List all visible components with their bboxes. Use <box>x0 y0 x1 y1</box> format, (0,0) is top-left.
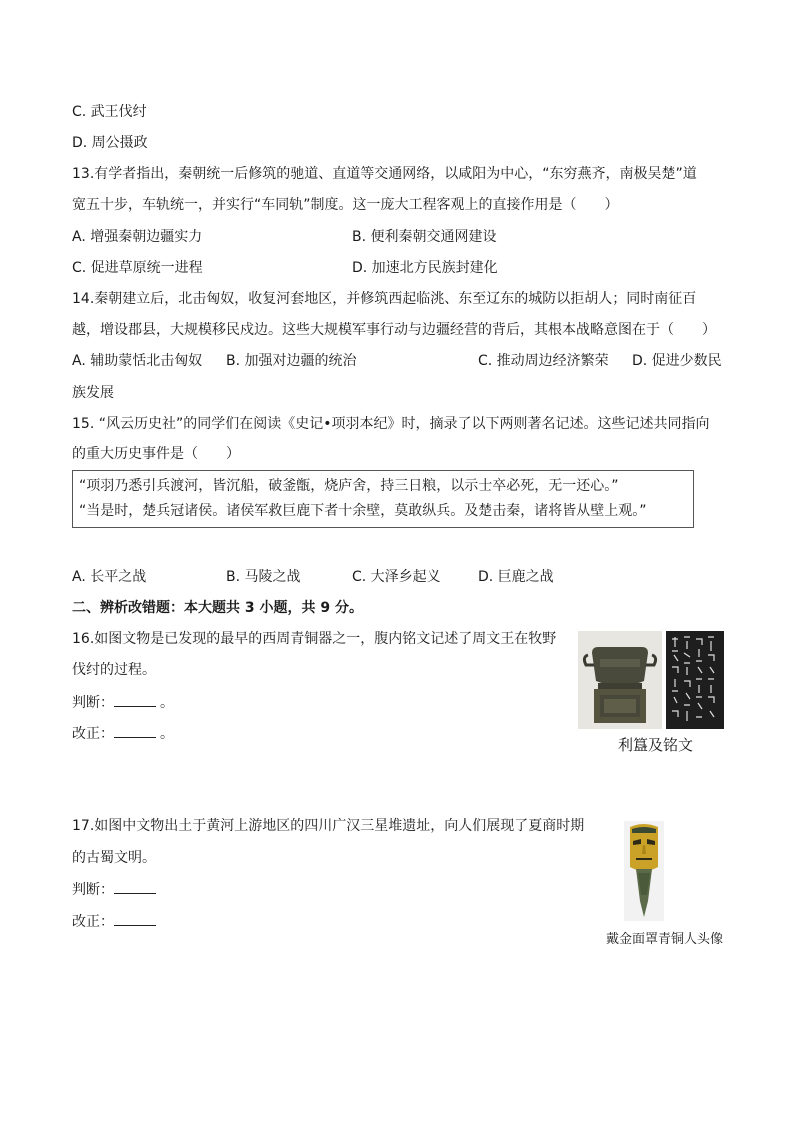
q16-fix-label: 改正： <box>72 726 114 742</box>
q17-judge-row <box>72 879 156 900</box>
q14-option-b: B. 加强对边疆的统治 <box>226 353 357 369</box>
q14-option-d-cont: 族发展 <box>72 385 114 401</box>
ligui-image <box>578 631 724 729</box>
q17-judge-blank[interactable] <box>114 879 156 894</box>
q15-option-a: A. 长平之战 <box>72 569 147 585</box>
q16-stem-line1: 16.如图文物是已发现的最早的西周青铜器之一，腹内铭文记述了周文王在牧野 <box>72 631 557 647</box>
q13-option-b: B. 便利秦朝交通网建设 <box>352 229 497 245</box>
q16-fix-blank[interactable] <box>114 723 156 738</box>
q16-stem-line2: 伐纣的过程。 <box>72 662 156 678</box>
q17-stem-line2: 的古蜀文明。 <box>72 850 156 866</box>
q15-stem-line1: 15. “风云历史社”的同学们在阅读《史记•项羽本纪》时，摘录了以下两则著名记述。这些记述共同指向 <box>72 416 710 432</box>
q13-option-a: A. 增强秦朝边疆实力 <box>72 229 203 245</box>
option-d-prev: D. 周公摄政 <box>72 135 148 151</box>
q17-stem-line1: 17.如图中文物出土于黄河上游地区的四川广汉三星堆遗址，向人们展现了夏商时期 <box>72 818 585 834</box>
option-c-prev: C. 武王伐纣 <box>72 104 147 120</box>
q14-stem-line2: 越，增设郡县，大规模移民戍边。这些大规模军事行动与边疆经营的背后，其根本战略意图在于（ ） <box>72 322 716 338</box>
ligui-bronze-vessel-illustration <box>578 631 724 729</box>
q17-judge-label: 判断： <box>72 882 114 898</box>
q14-option-c: C. 推动周边经济繁荣 <box>478 353 609 369</box>
q17-fix-label: 改正： <box>72 914 114 930</box>
q17-fix-row <box>72 911 156 932</box>
ligui-caption: 利簋及铭文 <box>618 736 694 754</box>
q16-fix-end: 。 <box>160 726 174 742</box>
quote-1: “项羽乃悉引兵渡河，皆沉船，破釜甑，烧庐舍，持三日粮，以示士卒必死，无一还心。” <box>79 478 619 494</box>
q14-stem-line1: 14.秦朝建立后，北击匈奴，收复河套地区，并修筑西起临洮、东至辽东的城防以拒胡人；同时南征百 <box>72 291 697 307</box>
q14-option-d: D. 促进少数民 <box>632 353 722 369</box>
section-2-heading: 二、辨析改错题：本大题共 3 小题，共 9 分。 <box>72 600 363 616</box>
q15-option-b: B. 马陵之战 <box>226 569 301 585</box>
q16-judge-blank[interactable] <box>114 692 156 707</box>
mask-caption: 戴金面罩青铜人头像 <box>606 932 724 947</box>
q15-stem-line2: 的重大历史事件是（ ） <box>72 446 240 462</box>
q14-option-a: A. 辅助蒙恬北击匈奴 <box>72 353 203 369</box>
q16-judge-end: 。 <box>160 695 174 711</box>
q15-option-d: D. 巨鹿之战 <box>478 569 554 585</box>
mask-image <box>624 821 664 921</box>
quote-2: “当是时，楚兵冠诸侯。诸侯军救巨鹿下者十余壁，莫敢纵兵。及楚击秦，诸将皆从壁上观。” <box>79 503 647 519</box>
q13-option-c: C. 促进草原统一进程 <box>72 260 203 276</box>
q13-stem-line1: 13.有学者指出，秦朝统一后修筑的驰道、直道等交通网络，以咸阳为中心，“东穷燕齐，南极吴楚”道 <box>72 166 697 182</box>
q16-fix-row <box>72 723 174 744</box>
q17-fix-blank[interactable] <box>114 911 156 926</box>
gold-mask-head-illustration <box>624 821 664 921</box>
q16-judge-label: 判断： <box>72 695 114 711</box>
q13-stem-line2: 宽五十步，车轨统一，并实行“车同轨”制度。这一庞大工程客观上的直接作用是（ ） <box>72 197 619 213</box>
q13-option-d: D. 加速北方民族封建化 <box>352 260 498 276</box>
q16-judge-row <box>72 692 174 713</box>
quote-box <box>72 470 694 528</box>
q15-option-c: C. 大泽乡起义 <box>352 569 441 585</box>
